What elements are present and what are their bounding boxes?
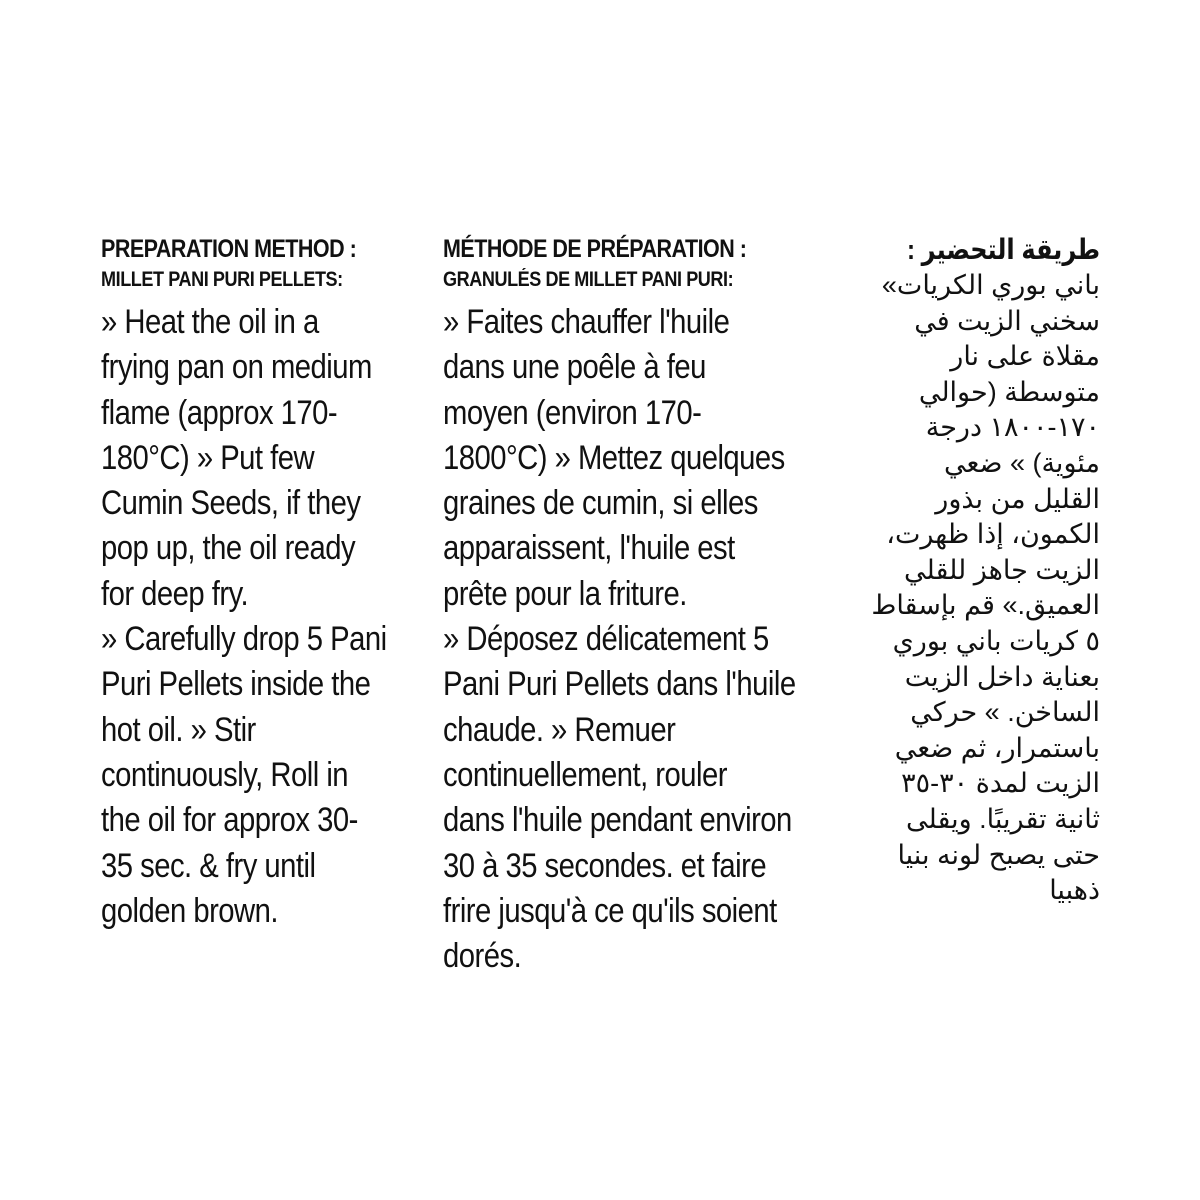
french-column xyxy=(443,232,848,979)
arabic-column xyxy=(852,232,1100,909)
english-heading: PREPARATION METHOD : xyxy=(101,235,357,263)
french-instructions: » Faites chauffer l'huile dans une poêle à feu moyen (environ 170- 1800°C) » Mettez quelques graines de cumin, si elles apparaissent, l'huile est prête pour la friture. » Déposez délicatement 5 Pani Puri Pellets dans l'huile chaude. » Remuer continuellement, rouler dans l'huile pendant environ 30 à 35 secondes. et faire frire jusqu'à ce qu'ils soient dorés. xyxy=(443,303,796,976)
english-subheading: MILLET PANI PURI PELLETS: xyxy=(101,268,343,291)
arabic-heading: طريقة التحضير : xyxy=(906,234,1100,265)
french-subheading: GRANULÉS DE MILLET PANI PURI: xyxy=(443,268,734,291)
english-column xyxy=(101,232,431,934)
french-heading: MÉTHODE DE PRÉPARATION : xyxy=(443,235,747,263)
arabic-instructions: باني بوري الكريات» سخني الزيت في مقلاة على نار متوسطة (حوالي ١٧٠-١٨٠٠ درجة مئوية) » ضعي القليل من بذور الكمون، إذا ظهرت، الزيت جاهز للقلي العميق.» قم بإسقاط ٥ كريات باني بوري بعناية داخل الزيت الساخن. » حركي باستمرار، ثم ضعي الزيت لمدة ٣٠-٣٥ ثانية تقريبًا. ويقلى حتى يصبح لونه بنيا ذهبيا xyxy=(871,270,1100,906)
english-instructions: » Heat the oil in a frying pan on medium flame (approx 170- 180°C) » Put few Cumin Seeds, if they pop up, the oil ready for deep fry. » Carefully drop 5 Pani Puri Pellets inside the hot oil. » Stir continuously, Roll in the oil for approx 30- 35 sec. & fry until golden brown. xyxy=(101,303,387,930)
